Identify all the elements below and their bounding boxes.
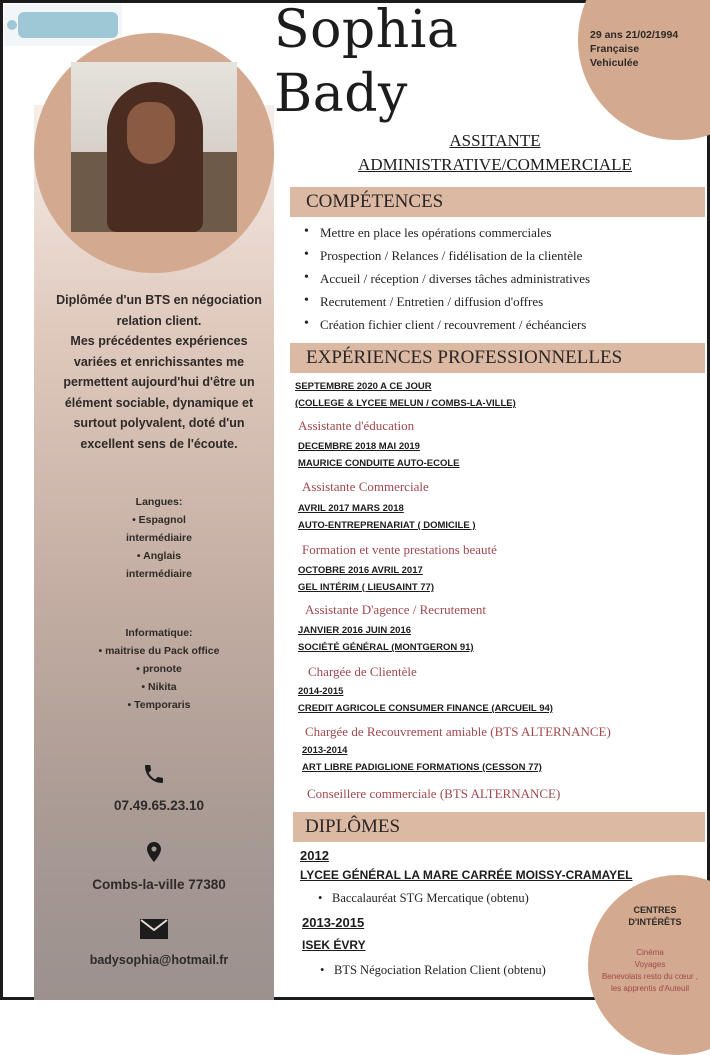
experience-org: SOCIÉTÉ GÉNÉRAL (MONTGERON 91): [298, 642, 474, 653]
profile-summary: [48, 290, 270, 454]
diploma-year: 2013-2015: [302, 915, 365, 930]
experience-role: Formation et vente prestations beauté: [302, 542, 497, 557]
experience-date: SEPTEMBRE 2020 A CE JOUR: [295, 381, 432, 392]
skill-item: • Mettre en place les opérations commerciales: [300, 225, 700, 248]
language-item: • Anglais: [136, 550, 182, 562]
experience-role: Assistante d'éducation: [298, 418, 415, 433]
summary-line: variées et enrichissantes me: [73, 354, 245, 369]
email-address: badysophia@hotmail.fr: [89, 953, 229, 967]
interests-list: [592, 947, 708, 995]
diploma-degree: • BTS Négociation Relation Client (obtenu): [334, 963, 546, 978]
last-name: Bady: [274, 64, 408, 124]
skills-title: COMPÉTENCES: [306, 191, 444, 212]
skills-section-bar: [290, 187, 705, 217]
experience-date: 2013-2014: [302, 745, 348, 756]
summary-line: Mes précédentes expériences: [70, 334, 248, 348]
experience-org: AUTO-ENTREPRENARIAT ( DOMICILE ): [298, 520, 476, 531]
personal-info: [590, 28, 700, 70]
computing-item: • Temporaris: [127, 699, 191, 711]
experience-role: Chargée de Recouvrement amiable (BTS ALTERNANCE): [305, 724, 611, 739]
diploma-degree: • Baccalauréat STG Mercatique (obtenu): [332, 891, 529, 906]
skills-list: [300, 225, 700, 340]
experience-role: Assistante D'agence / Recrutement: [305, 602, 487, 617]
skill-item: • Accueil / réception / diverses tâches administratives: [300, 271, 700, 294]
interest-item: Voyages: [634, 960, 666, 969]
skill-item: • Création fichier client / recouvrement / échéanciers: [300, 317, 700, 340]
interests-title-line: D'INTÉRÊTS: [628, 917, 682, 927]
computing-block: [48, 624, 270, 714]
diplomas-section-bar: [293, 812, 705, 842]
experience-org: GEL INTÉRIM ( LIEUSAINT 77): [298, 582, 435, 593]
experience-date: JANVIER 2016 JUIN 2016: [298, 625, 412, 636]
experience-date: OCTOBRE 2016 AVRIL 2017: [298, 565, 423, 576]
diplomas-title: DIPLÔMES: [305, 816, 401, 837]
blurred-logo: [4, 4, 122, 46]
summary-line: élément sociable, dynamique et: [64, 395, 254, 410]
computing-item: • pronote: [136, 663, 182, 675]
summary-line: permettent aujourd'hui d'être un: [63, 375, 255, 389]
experience-role: Conseillere commerciale (BTS ALTERNANCE): [307, 786, 561, 801]
experience-org: (COLLEGE & LYCEE MELUN / COMBS-LA-VILLE): [295, 398, 516, 409]
language-item: • Espagnol: [132, 514, 186, 526]
experience-date: 2014-2015: [298, 686, 344, 697]
experience-org: CREDIT AGRICOLE CONSUMER FINANCE (ARCUEIL 94): [298, 703, 553, 714]
experience-date: AVRIL 2017 MARS 2018: [298, 503, 404, 514]
skill-item: • Prospection / Relances / fidélisation de la clientèle: [300, 248, 700, 271]
envelope-icon: [139, 917, 169, 941]
summary-line: Diplômée d'un BTS en négociation: [56, 293, 262, 307]
experience-org: ART LIBRE PADIGLIONE FORMATIONS (CESSON 77): [302, 762, 542, 773]
city: Combs-la-ville 77380: [92, 877, 226, 892]
experience-org: MAURICE CONDUITE AUTO-ECOLE: [298, 458, 460, 469]
age-birthdate: 29 ans 21/02/1994: [590, 29, 679, 41]
interest-item: Cinéma: [636, 948, 664, 957]
nationality: Française: [590, 43, 640, 55]
phone-icon: [142, 762, 166, 786]
experience-title: EXPÉRIENCES PROFESSIONNELLES: [306, 347, 623, 368]
vehicle-status: Vehiculée: [590, 57, 639, 69]
experience-role: Assistante Commerciale: [302, 479, 429, 494]
experience-section-bar: [290, 343, 705, 373]
first-name: Sophia: [274, 0, 459, 60]
job-title-line: ASSITANTE: [449, 131, 541, 150]
summary-line: surtout polyvalent, doté d'un: [73, 416, 245, 430]
language-level: intermédiaire: [126, 568, 192, 580]
summary-line: relation client.: [116, 313, 202, 328]
interest-item: Benevolats resto du cœur ,: [601, 972, 699, 981]
experience-role: Chargée de Clientèle: [308, 664, 417, 679]
diploma-school: LYCEE GÉNÉRAL LA MARE CARRÉE MOISSY-CRAMAYEL: [300, 868, 633, 882]
diploma-school: ISEK ÉVRY: [302, 938, 366, 952]
computing-heading: Informatique:: [125, 627, 193, 639]
interest-item: les apprentis d'Auteuil: [610, 984, 690, 993]
location-pin-icon: [142, 840, 166, 864]
computing-item: • Nikita: [141, 681, 177, 693]
phone-number: 07.49.65.23.10: [113, 798, 205, 813]
languages-heading: Langues:: [135, 496, 183, 508]
profile-photo: [71, 62, 237, 232]
summary-line: excellent sens de l'écoute.: [80, 436, 238, 451]
languages-block: [48, 493, 270, 583]
interests-title: [600, 904, 710, 928]
skill-item: • Recrutement / Entretien / diffusion d'offres: [300, 294, 700, 317]
computing-item: • maitrise du Pack office: [98, 645, 220, 657]
experience-date: DECEMBRE 2018 MAI 2019: [298, 441, 420, 452]
job-title-line: ADMINISTRATIVE/COMMERCIALE: [358, 155, 632, 174]
language-level: intermédiaire: [126, 532, 192, 544]
diploma-year: 2012: [300, 848, 329, 863]
interests-title-line: CENTRES: [633, 905, 677, 915]
